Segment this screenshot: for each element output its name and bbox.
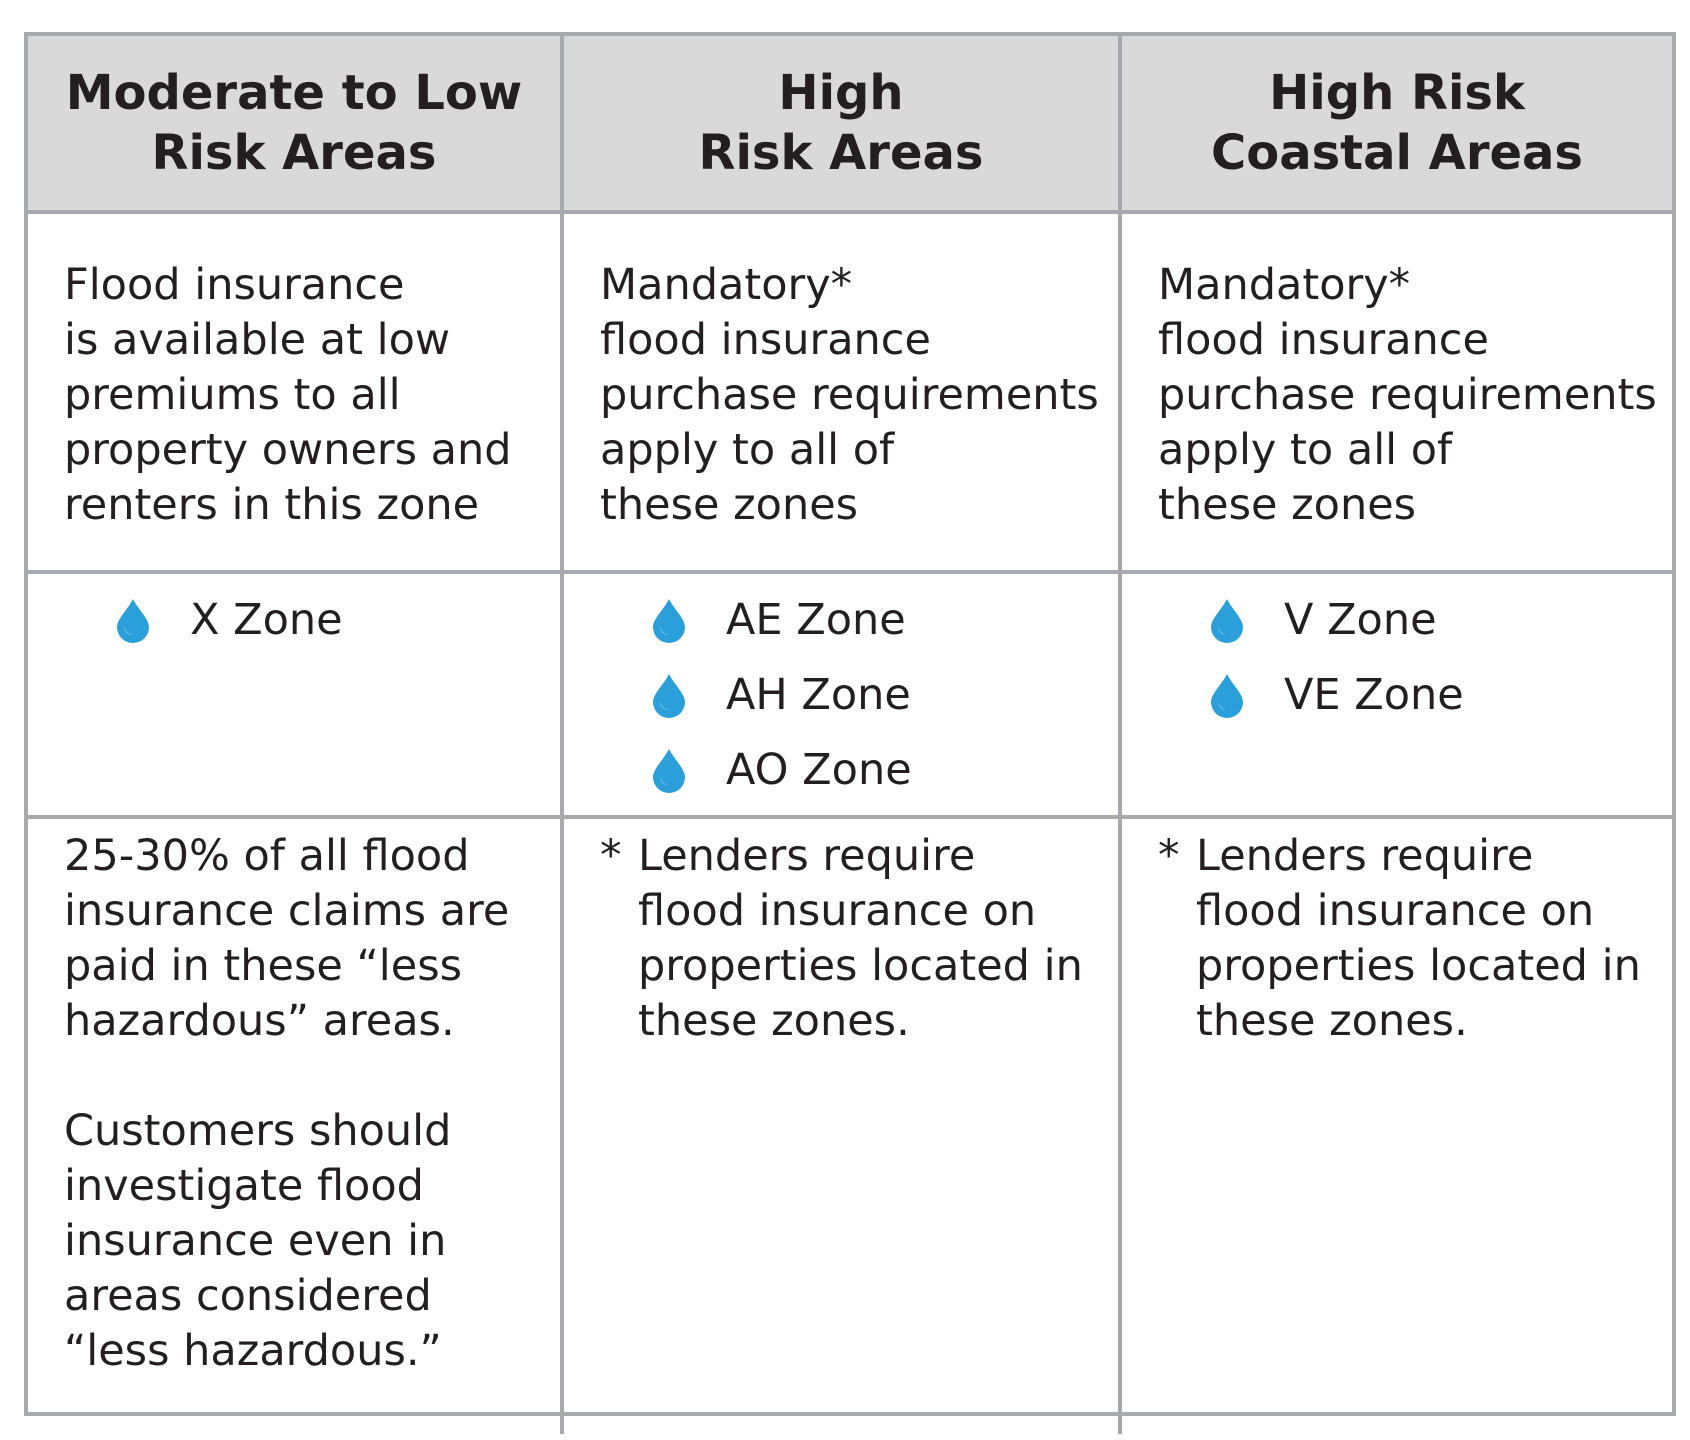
zone-item: [650, 657, 1118, 732]
zone-item: [1208, 582, 1672, 657]
zone-label: AE Zone: [726, 594, 906, 645]
customers-note: Customers should investigate flood insurance even in areas considered “less hazardous.”: [64, 1106, 452, 1376]
water-drop-icon: [114, 597, 152, 643]
water-drop-icon: [1208, 672, 1246, 718]
water-drop-icon: [650, 672, 688, 718]
zones-moderate-low-risk: [28, 574, 564, 819]
footnote-high-risk-coastal: [1122, 819, 1672, 1434]
header-high-risk: High Risk Areas: [564, 36, 1122, 214]
flood-zone-table: [24, 32, 1676, 1416]
description-high-risk: Mandatory* flood insurance purchase requirements apply to all of these zones: [564, 214, 1122, 574]
zone-label: V Zone: [1284, 594, 1437, 645]
footnote-text: Lenders require flood insurance on properties located in these zones.: [1196, 831, 1641, 1046]
zone-item: [650, 732, 1118, 807]
zone-label: X Zone: [190, 594, 343, 645]
footnote-text: Lenders require flood insurance on properties located in these zones.: [638, 831, 1083, 1046]
zone-item: [1208, 657, 1672, 732]
description-moderate-low-risk: Flood insurance is available at low premiums to all property owners and renters in this zone: [28, 214, 564, 574]
notes-moderate-low-risk: [28, 819, 564, 1434]
zone-label: AO Zone: [726, 744, 912, 795]
footnote-asterisk: *: [1158, 831, 1180, 881]
claims-note: 25-30% of all flood insurance claims are paid in these “less hazardous” areas.: [64, 831, 510, 1046]
description-high-risk-coastal: Mandatory* flood insurance purchase requirements apply to all of these zones: [1122, 214, 1672, 574]
footnote-asterisk: *: [600, 831, 622, 881]
header-moderate-low-risk: Moderate to Low Risk Areas: [28, 36, 564, 214]
footnote-high-risk: [564, 819, 1122, 1434]
zone-label: AH Zone: [726, 669, 911, 720]
water-drop-icon: [1208, 597, 1246, 643]
zone-item: [650, 582, 1118, 657]
zone-item: [114, 582, 560, 657]
zone-label: VE Zone: [1284, 669, 1464, 720]
zones-high-risk-coastal: [1122, 574, 1672, 819]
water-drop-icon: [650, 747, 688, 793]
water-drop-icon: [650, 597, 688, 643]
header-high-risk-coastal: High Risk Coastal Areas: [1122, 36, 1672, 214]
zones-high-risk: [564, 574, 1122, 819]
